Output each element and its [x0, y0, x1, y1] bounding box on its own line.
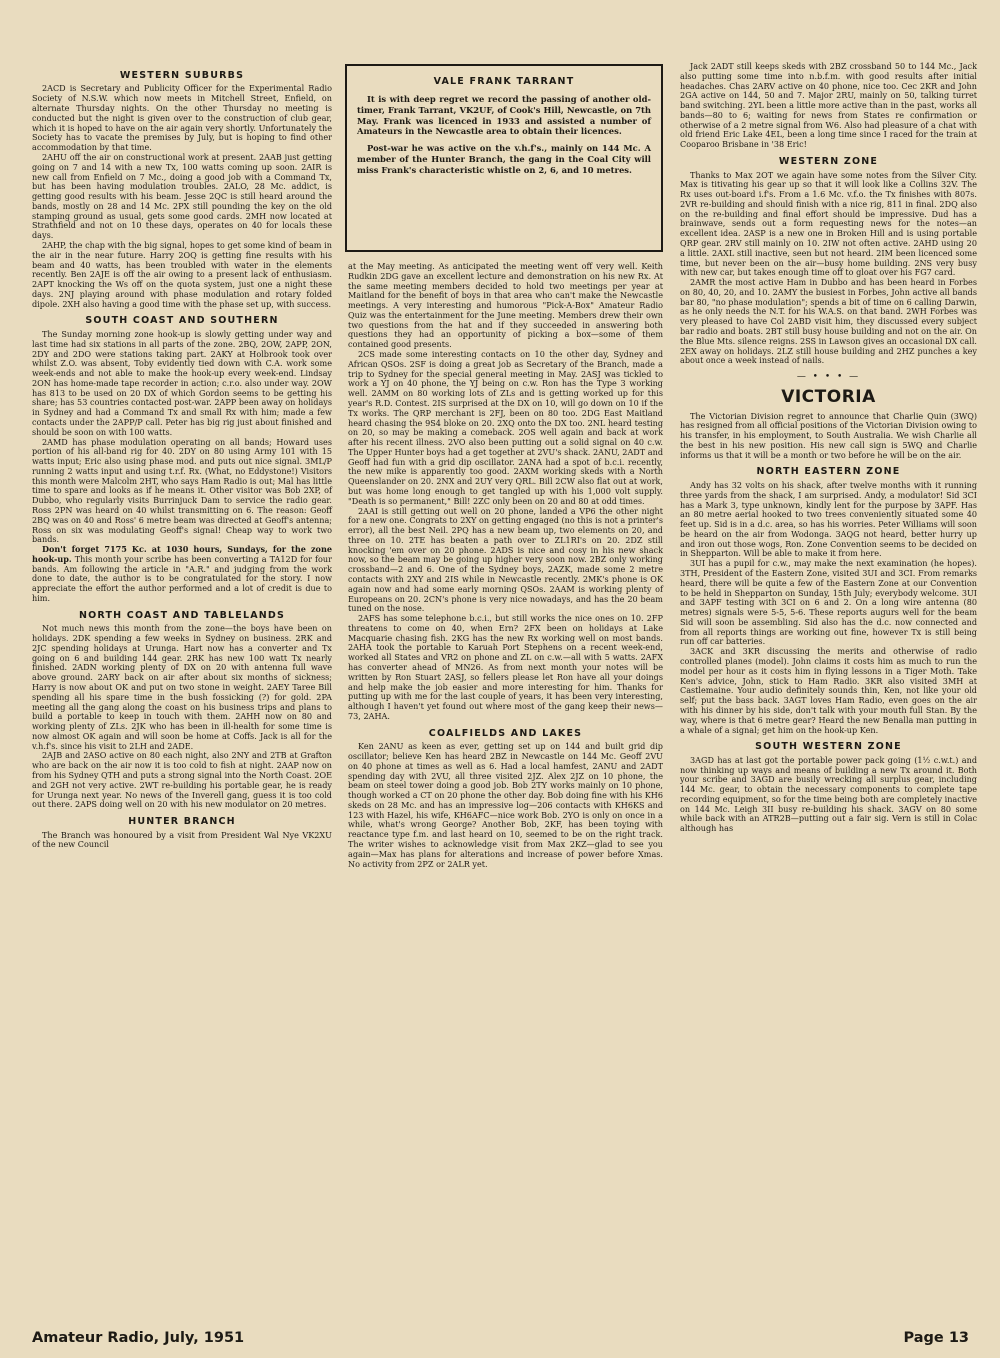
- paragraph: 3UI has a pupil for c.w., may make the next examination (he hopes). 3TH, President of the Eastern Zone, visited 3UI and 3CI. From remarks heard, there will be quite a few of the Eastern Zone at our Convention to be held in Shepparton on Sunday, 15th July; everybody welcome. 3UI and 3APF testing with 3CI on 6 and 2. On a long wire antenna (80 metres) signals were 5-5, 5-6. These reports augurs well for the beam Sid will soon be assembling. Sid also has the d.c. now connected and from all reports things are working out fine, however Tx is still being run off car batteries.: [680, 558, 977, 647]
- paragraph-text: This month your scribe has been converting a TA12D for four bands. Am following the article in "A.R." and judging from the work done to date, the author is to be congratulated for the story. I now appreciate the effort the author performed and a lot of credit is due to him.: [32, 553, 332, 604]
- paragraph: Thanks to Max 2OT we again have some notes from the Silver City. Max is titivating his gear up so that it will look like a Collins 32V. The Rx uses out-board i.f's. From a 1.6 Mc. v.f.o. the Tx finishes with 807s. 2VR re-building and should finish with a nice rig, 811 in final. 2DQ also on the re-building and final effort should be impressive. Dud has a brainwave, sends out a form requesting news for the notes—an excellent idea. 2ASP is a new one in Broken Hill and is using portable QRP gear. 2RV still mainly on 10. 2IW not often active. 2AHD using 20 a little. 2AXL still inactive, seen but not heard. 2IM been licenced some time, but never been on the air—busy home building. 2NS very busy with new car, but takes enough time off to gloat over his FG7 card.: [680, 169, 977, 278]
- paragraph: 2AJB and 2ASO active on 80 each night, also 2NY and 2TB at Grafton who are back on the air now it is too cold to fish at night. 2AAP now on from his Sydney QTH and puts a strong signal into the North Coast. 2OE and 2GH not very active. 2WT re-building his portable gear, he is ready for Urunga next year. No news of the Inverell gang, guess it is too cold out there. 2APS doing well on 20 with his new modulator on 20 metres.: [32, 750, 332, 810]
- paragraph: The Sunday morning zone hook-up is slowly getting under way and last time had six stations in all parts of the zone. 2BQ, 2OW, 2APP, 2ON, 2DY and 2DO were stations taking part. 2AKY at Holbrook took over whilst Z.O. was absent, Toby evidently tied down with C.A. work some week-ends and not able to make the hook-up every week-end. Lindsay 2ON has home-made tape recorder in action; c.r.o. also under way. 2OW has 813 to be used on 20 DX of which Gordon seems to be getting his share; has 53 countries contacted post-war. 2APP been away on holidays in Sydney and had a Command Tx and small Rx with him; made a few contacts under the 2APP/P call. Peter has big rig just about finished and should be soon on with 100 watts.: [32, 328, 332, 437]
- obituary-paragraph: Post-war he was active on the v.h.f's., mainly on 144 Mc. A member of the Hunter Branch, the gang in the Coal City will miss Frank's characteristic whistle on 2, 6, and 10 metres.: [357, 143, 651, 175]
- obituary-heading: VALE FRANK TARRANT: [433, 76, 575, 87]
- section-heading-coalfields: COALFIELDS AND LAKES: [428, 727, 583, 739]
- section-heading-south-coast: SOUTH COAST AND SOUTHERN: [85, 315, 279, 327]
- paragraph: Jack 2ADT still keeps skeds with 2BZ crossband 50 to 144 Mc., Jack also putting some time into n.b.f.m. with good results after initial headaches. Chas 2ARV active on 40 phone, nice too. Cec 2KR and John 2GA active on 144, 50 and 7. Major 2RU, mainly on 50, talking turret band switching. 2YL been a little more active than in the past, works all bands—80 to 6; waiting for news from States re confirmation or otherwise of a 2 metre signal from W6. Also had pleasure of a chat with old friend Eric Lake 4EL, been a long time since I raced for the train at Cooparoo Brisbane in '38 Eric!: [680, 61, 977, 150]
- paragraph: Andy has 32 volts on his shack, after twelve months with it running three yards from the shack, I am surprised. Andy, a modulator! Sid 3CI has a Mark 3, type unknown, kindly lent for the purpose by 3APF. Has an 80 metre aerial hooked to two trees conveniently situated some 40 feet up. Sid is in a d.c. area, so has his worries. Peter Williams will soon be heard on the air from Wodonga. 3AQG not heard, better hurry up and iron out those wogs, Ron. Zone Convention seems to be decided on in Shepparton. Will be able to make it from here.: [680, 479, 977, 559]
- bold-notice: Don't forget 7175 Kc. at 1030 hours, Sundays, for the zone hook-up.: [32, 544, 332, 564]
- publication-info: Amateur Radio, July, 1951: [32, 1330, 245, 1346]
- paragraph: 2ACD is Secretary and Publicity Officer for the Experimental Radio Society of N.S.W. which now meets in Mitchell Street, Enfield, on alternate Thursday nights. On the other Thursday no meeting is conducted but the night is given over to the construction of club gear, which it is hoped to have on the air again very shortly. Unfortunately the Society has to vacate the premises by July, but is hoping to find other accommodation by that time.: [32, 83, 332, 153]
- section-divider: — • • • —: [796, 372, 861, 383]
- paragraph: The Victorian Division regret to announce that Charlie Quin (3WQ) has resigned from all official positions of the Victorian Division owing to his transfer, in his employment, to South Australia. We wish Charlie all the best in his new position. His new call sign is 5WQ and Charlie informs us that it will be a month or two before he will be on the air.: [680, 410, 977, 460]
- page-number: Page 13: [903, 1330, 969, 1346]
- paragraph: 2AMR the most active Ham in Dubbo and has been heard in Forbes on 80, 40, 20, and 10. 2AMY the busiest in Forbes, John active all bands bar 80, "no phase modulation"; spends a bit of time on 6 calling Darwin, as he only needs the N.T. for his W.A.S. on that band. 2WH Forbes was very pleased to have Col 2ABD visit him, they discussed every subject bar radio and boats. 2BT still busy house building and not on the air. On the Blue Mts. silence reigns. 2SS in Lawson gives an occasional DX call. 2EX away on holidays. 2LZ still house building and 2HZ punches a key about once a week instead of nails.: [680, 277, 977, 366]
- paragraph: at the May meeting. As anticipated the meeting went off very well. Keith Rudkin 2DG gave an excellent lecture and demonstration on his new Rx. At the same meeting members decided to hold two meetings per year at Maitland for the benefit of boys in that area who can't make the Newcastle meetings. A very interesting and humorous "Pick-A-Box" Amateur Radio Quiz was the entertainment for the June meeting. Members drew their own two questions from the hat and if they succeeded in answering both questions they had an opportunity of picking a box—some of them contained good presents.: [348, 261, 663, 350]
- paragraph: [32, 545, 332, 604]
- paragraph: 2CS made some interesting contacts on 10 the other day, Sydney and African QSOs. 2SF is doing a great job as Secretary of the Branch, made a trip to Sydney for the special general meeting in May. 2ASJ was tickled to work a YJ on 40 phone, the YJ being on c.w. Ron has the Type 3 working well. 2AMM on 80 working lots of ZLs and is getting worked up for this year's R.D. Contest. 2IS surprised at the DX on 10, will go down on 10 if the Tx works. The QRP merchant is 2FJ, been on 80 too. 2DG East Maitland heard chasing the 9S4 bloke on 20. 2XQ onto the DX too. 2NL heard testing on 20, so may be making a comeback. 2OS well again and back at work after his recent illness. 2VO also been putting out a solid signal on 40 c.w. The Upper Hunter boys had a get together at 2VU's shack. 2ANU, 2ADT and Geoff had fun with a grid dip oscillator. 2ANA had a spot of b.c.i. recently, the new mike is apparently too good. 2AXM working skeds with a North Queenslander on 20. 2NX and 2UY very QRL. Bill 2CW also flat out at work, but was home long enough to get tangled up with his 1,000 volt supply. "Death is so permanent," Bill! 2ZC only been on 20 and 80 at odd times.: [348, 349, 663, 506]
- paragraph: Not much news this month from the zone—the boys have been on holidays. 2DK spending a few weeks in Sydney on business. 2RK and 2JC spending holidays at Urunga. Hart now has a converter and Tx going on 6 and building 144 gear. 2RK has new 100 watt Tx nearly finished. 2ADN working plenty of DX on 20 with antenna full wave above ground. 2ARY back on air after about six months of sickness; Harry is now about OK and put on two stone in weight. 2AEY Taree Bill spending all his spare time in the bush fossicking (?) for gold. 2PA meeting all the gang along the coast on his business trips and plans to build a portable to keep in touch with them. 2AHH now on 80 and working plenty of ZLs. 2JK who has been in ill-health for some time is now almost OK again and will soon be home at Coffs. Jack is all for the v.h.f's. since his visit to 2LH and 2ADE.: [32, 623, 332, 751]
- obituary-box: [345, 64, 663, 252]
- paragraph: 2AHU off the air on constructional work at present. 2AAB just getting going on 7 and 14 with a new Tx, 100 watts coming up soon. 2AIR is new call from Enfield on 7 Mc., doing a good job with a Command Tx, but has been having modulation troubles. 2ALO, 28 Mc. addict, is getting good results with his beam. Jesse 2QC is still heard around the bands, mostly on 28 and 14 Mc. 2PX still pounding the key on the old stamping ground as usual, gets some good cards. 2MH now located at Strathfield and not on 10 these days, operates on 40 for locals these days.: [32, 151, 332, 241]
- paragraph: 2AFS has some telephone b.c.i., but still works the nice ones on 10. 2FP threatens to come on 40, when Ern? 2FX been on holidays at Lake Macquarie chasing fish. 2KG has the new Rx working well on most bands. 2AHA took the portable to Karuah Port Stephens on a recent week-end, worked all States and VR2 on phone and ZL on c.w.—all with 5 watts. 2AFX has converter ahead of MN26. As from next month your notes will be written by Ron Stuart 2ASJ, so fellers please let Ron have all your doings and help make the job easier and more interesting for him. Thanks for putting up with me for the last couple of years, it has been very interesting, although I haven't yet found out where most of the gang keep their news—73, 2AHA.: [348, 613, 663, 721]
- paragraph: 3ACK and 3KR discussing the merits and otherwise of radio controlled planes (model). John claims it costs him as much to run the model per hour as it costs him in flying lessons in a Tiger Moth. Take Ken's advice, John, stick to Ham Radio. 3KR also visited 3MH at Castlemaine. Your audio definitely sounds thin, Ken, not like your old self; put the bass back. 3AGT loves Ham Radio, even goes on the air with his dinner by his side, don't talk with your mouth full Stan. By the way, where is that 6 metre gear? Heard the new Benalla man putting in a whale of a signal; get him on the hook-up Ken.: [680, 646, 977, 735]
- section-heading-north-coast: NORTH COAST AND TABLELANDS: [78, 609, 286, 621]
- paragraph: 3AGD has at last got the portable power pack going (1½ c.w.t.) and now thinking up ways and means of building a new Tx around it. Both your scribe and 3AGD are busily wrecking all surplus gear, including 144 Mc. gear, to obtain the necessary components to complete tape recording equipment, so for the time being both are completely inactive on 144 Mc. Leigh 3II busy re-building his shack. 3AGV on 80 some while back with an ATR2B—putting out a fair sig. Vern is still in Colac although has: [680, 754, 977, 834]
- paragraph: Ken 2ANU as keen as ever, getting set up on 144 and built grid dip oscillator; believe Ken has heard 2BZ in Newcastle on 144 Mc. Geoff 2VU on 40 phone at times as well as 6. Had a local hamfest, 2ANU and 2ADT spending day with 2VU, all three visited 2JZ. Alex 2JZ on 10 phone, the beam on steel tower doing a good job. Bob 2TY works mainly on 10 phone, though worked a CT on 20 phone the other day. Bob doing fine with his KH6 skeds on 28 Mc. and has an impressive log—206 contacts with KH6KS and 123 with Hazel, his wife, KH6AFC—nice work Bob. 2YO is only on once in a while, what's wrong George? Another Bob, 2KF, has been toying with reactance type f.m. and last heard on 10, seemed to be on the right track. The writer wishes to acknowledge visit from Max 2KZ—glad to see you again—Max has plans for alterations and increase of power before Xmas. No activity from 2PZ or 2ALR yet.: [348, 741, 663, 869]
- column-right: [680, 62, 977, 1324]
- paragraph: 2AAI is still getting out well on 20 phone, landed a VP6 the other night for a new one. Congrats to 2XY on getting engaged (no this is not a printer's error), all the best Neil. 2PQ has a new beam up, two elements on 20, and three on 10. 2TE has beaten a path over to ZL1RI's on 20. 2DZ still knocking 'em over on 20 phone. 2ADS is nice and cosy in his new shack now, so the beam may be going up higher very soon now. 2BZ only working crossband—2 and 6. One of the Sydney boys, 2AZK, made some 2 metre contacts with 2XY and 2IS while in Newcastle recently. 2MK's phone is OK again now and had some early morning QSOs. 2AAM is working plenty of Europeans on 20. 2CN's phone is very nice nowadays, and has the 20 beam tuned on the nose.: [348, 505, 663, 614]
- section-heading-south-western: SOUTH WESTERN ZONE: [755, 741, 902, 753]
- section-heading-hunter-branch: HUNTER BRANCH: [128, 816, 236, 828]
- division-heading-victoria: VICTORIA: [781, 387, 876, 408]
- column-left: [32, 62, 332, 1324]
- obituary-paragraph: It is with deep regret we record the passing of another old-timer, Frank Tarrant, VK2UF, of Cook's Hill, Newcastle, on 7th May. Frank was licenced in 1933 and assisted a number of Amateurs in the Newcastle area to obtain their licences.: [357, 94, 651, 137]
- paragraph: 2AHP, the chap with the big signal, hopes to get some kind of beam in the air in the near future. Harry 2OQ is getting fine results with his beam and 40 watts, has been troubled with water in the elements recently. Ben 2AJE is off the air owing to a present lack of enthusiasm. 2APT knocking the Ws off on the quota system, just one a night these days. 2NJ playing around with phase modulation and rotary folded dipole. 2XH also having a good time with the phase set up, with success.: [32, 239, 332, 309]
- section-heading-western-suburbs: WESTERN SUBURBS: [119, 70, 245, 81]
- section-heading-north-eastern: NORTH EASTERN ZONE: [756, 466, 901, 478]
- paragraph: 2AMD has phase modulation operating on all bands; Howard uses portion of his all-band rig for 40. 2DY on 80 using Army 101 with 15 watts input; Eric also using phase mod. and puts out nice signal. 3ML/P running 2 watts input and using t.r.f. Rx. (What, no Eddystone!) Visitors this month were Malcolm 2HT, who says Ham Radio is out; Mal has little time to spare and looks as if he means it. Other visitor was Bob 2XP, of Dubbo, who regularly visits Burrinjuck Dam to service the radio gear. Ross 2PN was heard on 40 whilst transmitting on 6. The reason: Geoff 2BQ was on 40 and Ross' 6 metre beam was directed at Geoff's antenna; Ross on six was modulating Geoff's signal! Cheap way to work two bands.: [32, 436, 332, 545]
- paragraph: The Branch was honoured by a visit from President Wal Nye VK2XU of the new Council: [32, 829, 332, 850]
- section-heading-western-zone: WESTERN ZONE: [778, 156, 879, 168]
- column-middle: [348, 262, 663, 1324]
